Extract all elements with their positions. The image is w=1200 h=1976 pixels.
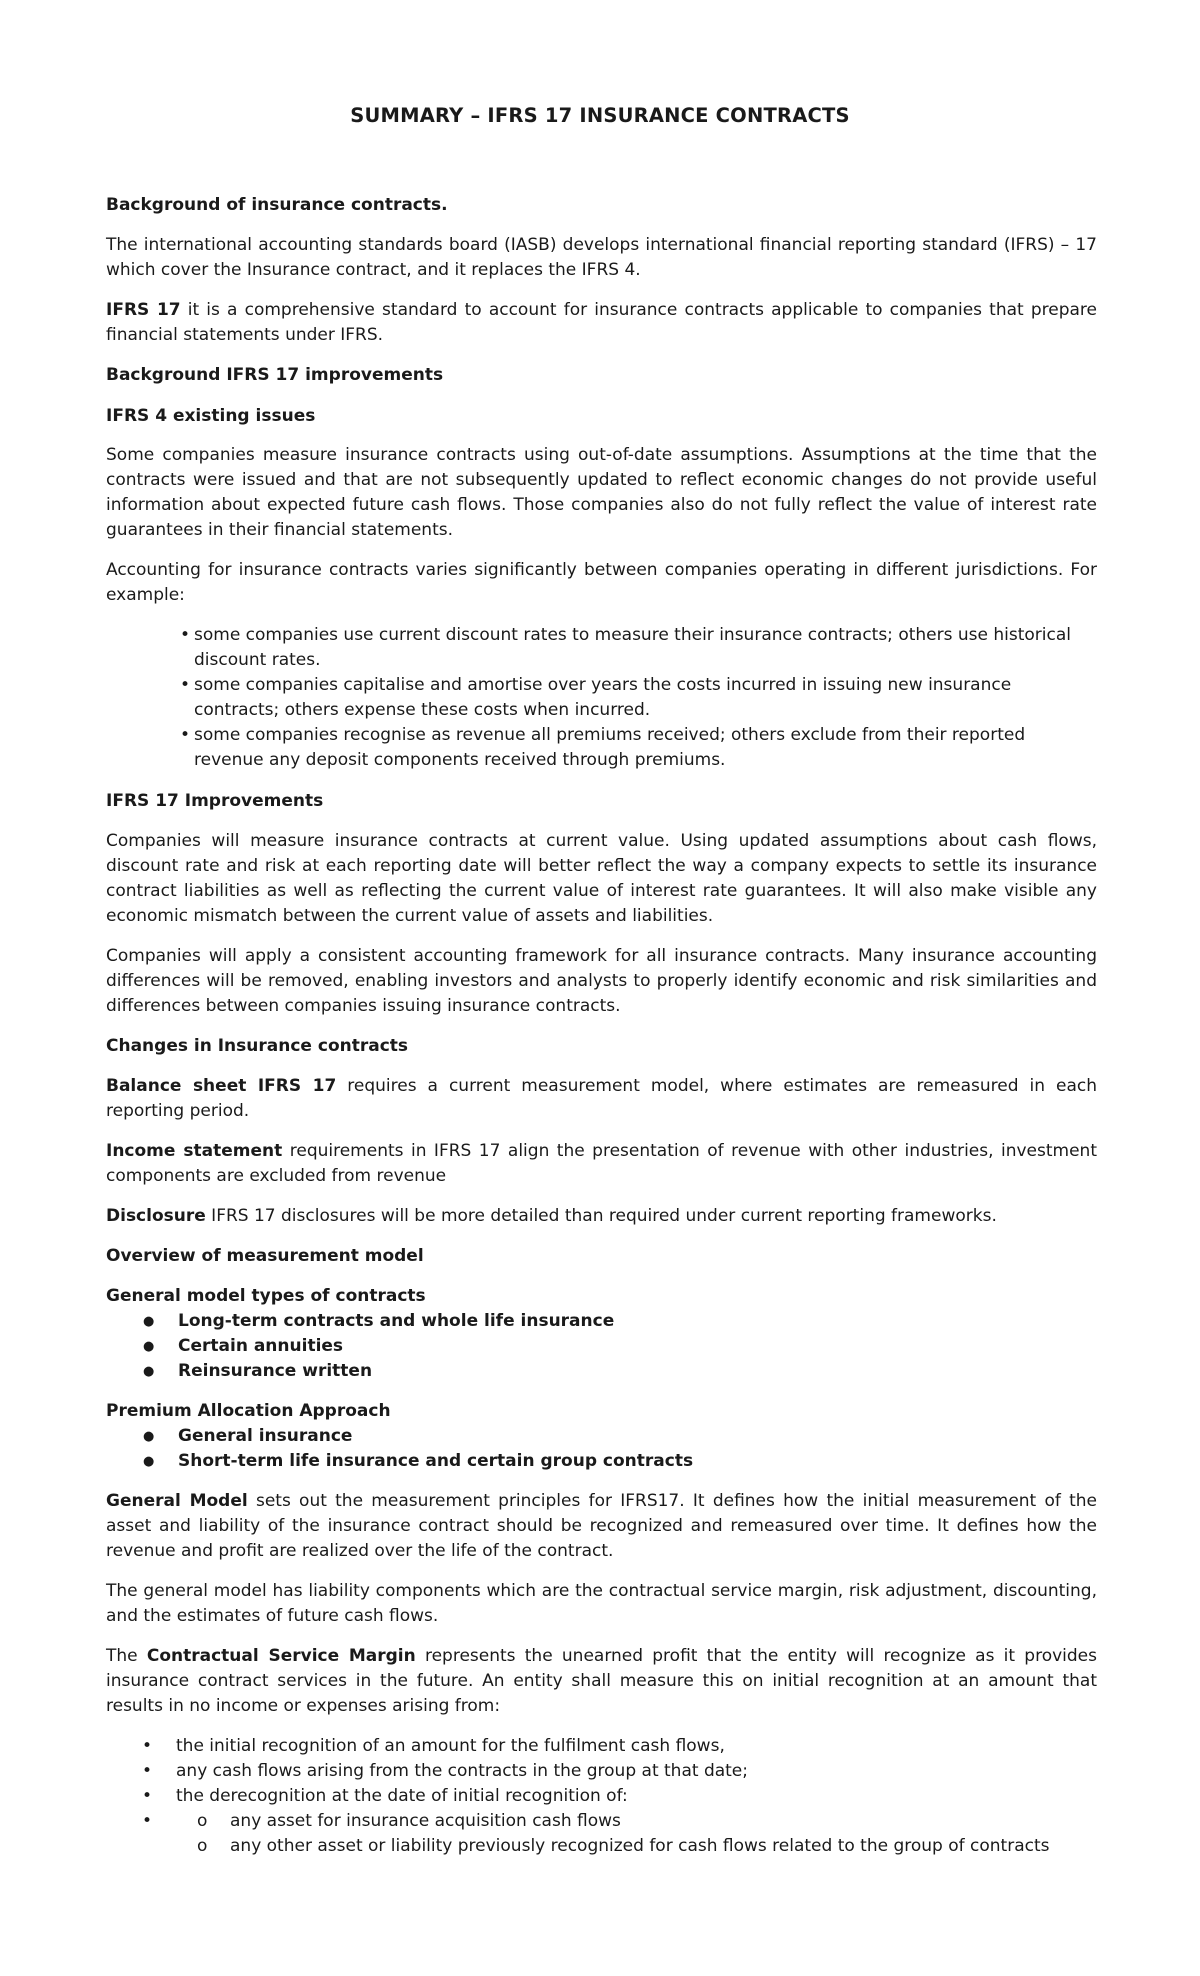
list-item: • some companies recognise as revenue all premiums received; others exclude from their reported revenue any deposit components received through premiums. [106,723,1097,773]
list-item: ● Reinsurance written [106,1359,1097,1384]
changes-heading: Changes in Insurance contracts [106,1036,409,1056]
ifrs17-definition [106,298,1097,348]
csm-text: represents the unearned profit that the entity will recognize as it provides insurance contract services in the future. An entity shall measure this on initial recognition at an amount that results in no income or expenses arising from: [106,1646,1097,1716]
list-item: ● General insurance [106,1424,1097,1449]
general-model-types-list [106,1309,1097,1384]
csm-prefix: The [106,1646,147,1666]
disclosure-paragraph [106,1204,1097,1229]
csm-paragraph [106,1644,1097,1719]
balance-sheet-paragraph [106,1074,1097,1124]
general-model-paragraph [106,1489,1097,1564]
list-item: • the derecognition at the date of initial recognition of: [106,1784,1097,1809]
ifrs4-paragraph-1: Some companies measure insurance contracts using out-of-date assumptions. Assumptions at the time that the contracts were issued and that are not subsequently updated to reflect economic changes do not provide useful information about expected future cash flows. Those companies also do not fully reflect the value of interest rate guarantees in their financial statements. [106,445,1097,540]
ifrs17-improvements-heading: IFRS 17 Improvements [106,791,324,811]
general-model-types-heading: General model types of contracts [106,1286,426,1306]
paa-types-list [106,1424,1097,1474]
overview-heading: Overview of measurement model [106,1246,424,1266]
ifrs4-paragraph-2: Accounting for insurance contracts varies significantly between companies operating in different jurisdictions. For example: [106,560,1097,605]
disclosure-text: IFRS 17 disclosures will be more detailed than required under current reporting frameworks. [205,1206,997,1226]
paa-heading: Premium Allocation Approach [106,1401,391,1421]
list-item: • the initial recognition of an amount for the fulfilment cash flows, [106,1734,1097,1759]
background-heading: Background of insurance contracts. [106,195,448,215]
background-paragraph: The international accounting standards board (IASB) develops international financial reporting standard (IFRS) – 17 which cover the Insurance contract, and it replaces the IFRS 4. [106,235,1097,280]
list-item: ● Certain annuities [106,1334,1097,1359]
ifrs17-term: IFRS 17 [106,300,181,320]
income-statement-text: requirements in IFRS 17 align the presentation of revenue with other industries, investment components are excluded from revenue [106,1141,1097,1186]
ifrs4-issues-heading: IFRS 4 existing issues [106,406,316,426]
sub-list-item: o any other asset or liability previously recognized for cash flows related to the group of contracts [106,1834,1097,1859]
disclosure-term: Disclosure [106,1206,206,1226]
csm-term: Contractual Service Margin [146,1646,416,1666]
improvements-paragraph-2: Companies will apply a consistent accounting framework for all insurance contracts. Many insurance accounting differences will be removed, enabling investors and analysts to properly identify economic and risk similarities and differences between companies issuing insurance contracts. [106,946,1097,1016]
improvements-paragraph-1: Companies will measure insurance contracts at current value. Using updated assumptions about cash flows, discount rate and risk at each reporting date will better reflect the way a company expects to settle its insurance contract liabilities as well as reflecting the current value of interest rate guarantees. It will also make visible any economic mismatch between the current value of assets and liabilities. [106,831,1097,926]
income-statement-paragraph [106,1139,1097,1189]
general-model-term: General Model [106,1491,248,1511]
general-model-text: sets out the measurement principles for IFRS17. It defines how the initial measurement of the asset and liability of the insurance contract should be recognized and remeasured over time. It defines how the revenue and profit are realized over the life of the contract. [106,1491,1098,1561]
list-item: ● Long-term contracts and whole life insurance [106,1309,1097,1334]
general-model-paragraph-2: The general model has liability components which are the contractual service margin, risk adjustment, discounting, and the estimates of future cash flows. [106,1581,1097,1626]
balance-sheet-term: Balance sheet IFRS 17 [106,1076,337,1096]
income-statement-term: Income statement [106,1141,283,1161]
csm-sub-list-wrapper [106,1809,1097,1859]
improvements-background-heading: Background IFRS 17 improvements [106,365,444,385]
csm-bullet-list [106,1734,1097,1859]
page-title: SUMMARY – IFRS 17 INSURANCE CONTRACTS [350,104,850,127]
sub-list-item: o • any asset for insurance acquisition cash flows [106,1809,1097,1834]
list-item: ● Short-term life insurance and certain group contracts [106,1449,1097,1474]
csm-sub-list [106,1809,1097,1859]
ifrs4-bullet-list [106,623,1097,773]
list-item: • some companies capitalise and amortise over years the costs incurred in issuing new insurance contracts; others expense these costs when incurred. [106,673,1097,723]
list-item: • any cash flows arising from the contracts in the group at that date; [106,1759,1097,1784]
list-item: • some companies use current discount rates to measure their insurance contracts; others use historical discount rates. [106,623,1097,673]
balance-sheet-text: requires a current measurement model, where estimates are remeasured in each reporting period. [106,1076,1097,1121]
ifrs17-text: it is a comprehensive standard to account for insurance contracts applicable to companies that prepare financial statements under IFRS. [106,300,1097,345]
